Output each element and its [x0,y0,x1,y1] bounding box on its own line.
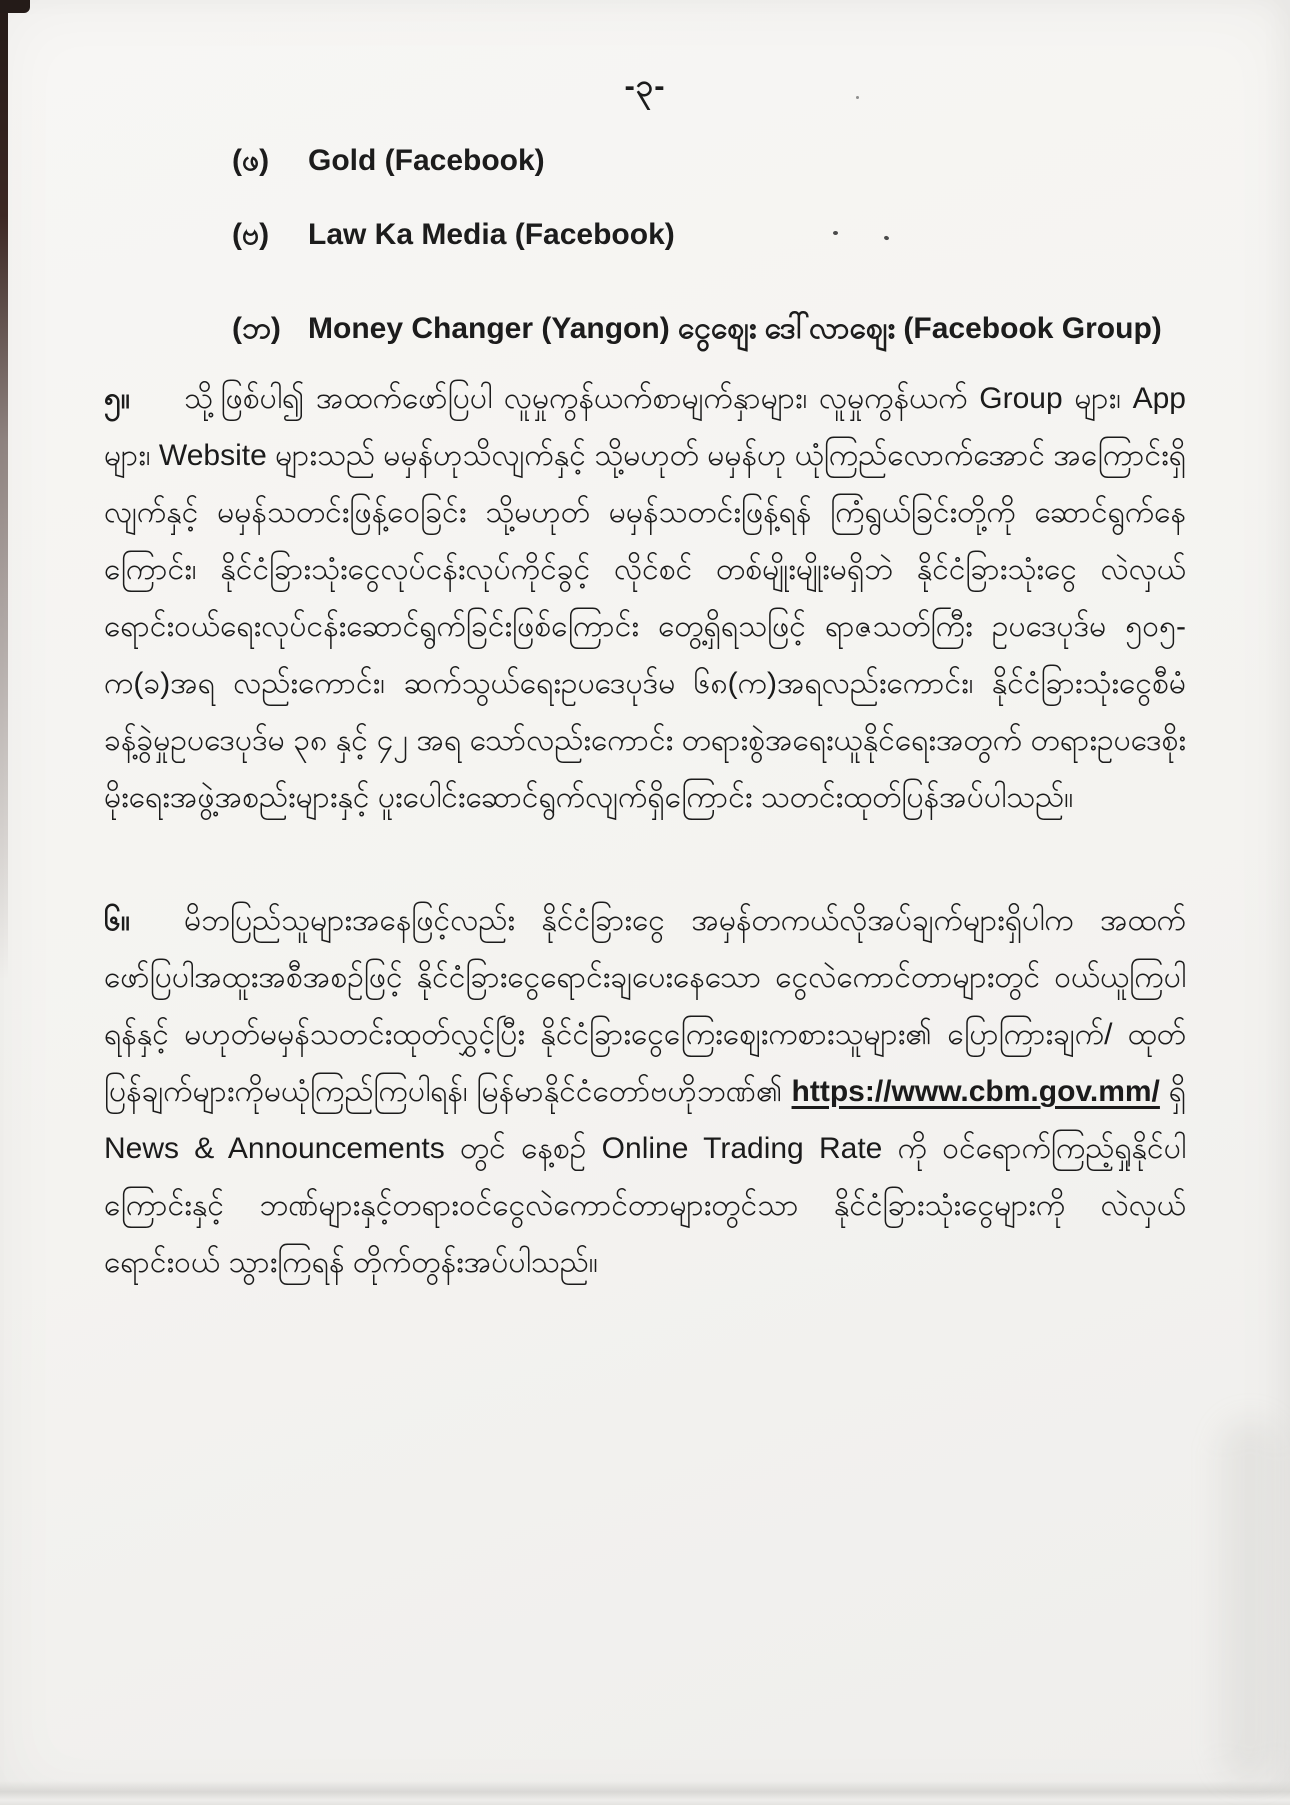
list-item-marker: (ဘ) [232,312,281,345]
list-item [104,308,1190,353]
scan-edge-left [0,0,8,980]
paragraph-6 [104,892,1186,1291]
list-item-label: Gold (Facebook) [308,144,545,177]
paragraph-number: ၅။ [104,382,130,415]
page-number: -၃- [624,68,666,103]
list-item [104,214,1190,259]
scan-edge-top-left-corner [0,0,30,13]
list-item-marker: (ဗ) [232,218,270,251]
cbm-url-link[interactable]: https://www.cbm.gov.mm/ [791,1075,1160,1108]
list-item-marker: (ဖ) [232,144,270,177]
paragraph-number: ၆။ [104,904,130,937]
paragraph-text: ရှိ News & Announcements တွင် နေ့စဉ် Online Trading Rate ကို ဝင်ရောက်ကြည့်ရှုနိုင်ပါကြောင်းနှင့် ဘဏ်များနှင့်တရားဝင်ငွေလဲကောင်တာများတွင်သာ နိုင်ငံခြားသုံးငွေများကို လဲလှယ်ရောင်းဝယ် သွားကြရန် တိုက်တွန်းအပ်ပါသည်။ [104,1075,1186,1279]
paragraph-text: မိဘပြည်သူများအနေဖြင့်လည်း နိုင်ငံခြားငွေ အမှန်တကယ်လိုအပ်ချက်များရှိပါက အထက် ဖော်ပြပါအထူးအစီအစဉ်ဖြင့် နိုင်ငံခြားငွေရောင်းချပေးနေသော ငွေလဲကောင်တာများတွင် ဝယ်ယူကြပါရန်နှင့် မဟုတ်မမှန်သတင်းထုတ်လွှင့်ပြီး နိုင်ငံခြားငွေကြေးစျေးကစားသူများ၏ ပြောကြားချက်/ ထုတ်ပြန်ချက်များကိုမယုံကြည်ကြပါရန်၊ မြန်မာနိုင်ငံတော်ဗဟိုဘဏ်၏ [104,904,1186,1108]
list-item-label: Law Ka Media (Facebook) [308,218,675,251]
scan-edge-bottom [0,1781,1290,1805]
scan-shadow-right [1220,1420,1280,1780]
paragraph-text: သို့ဖြစ်ပါ၍ အထက်ဖော်ပြပါ လူမှုကွန်ယက်စာမျက်နှာများ၊ လူမှုကွန်ယက် Group များ၊ App များ၊ Website များသည် မမှန်ဟုသိလျက်နှင့် သို့မဟုတ် မမှန်ဟု ယုံကြည်လောက်အောင် အကြောင်းရှိလျက်နှင့် မမှန်သတင်းဖြန့်ဝေခြင်း သို့မဟုတ် မမှန်သတင်းဖြန့်ရန် ကြံရွယ်ခြင်းတို့ကို ဆောင်ရွက်နေကြောင်း၊ နိုင်ငံခြားသုံးငွေလုပ်ငန်းလုပ်ကိုင်ခွင့် လိုင်စင် တစ်မျိုးမျိုးမရှိဘဲ နိုင်ငံခြားသုံးငွေ လဲလှယ်ရောင်းဝယ်ရေးလုပ်ငန်းဆောင်ရွက်ခြင်းဖြစ်ကြောင်း တွေ့ရှိရသဖြင့် ရာဇသတ်ကြီး ဥပဒေပုဒ်မ ၅၀၅-က(ခ)အရ လည်းကောင်း၊ ဆက်သွယ်ရေးဥပဒေပုဒ်မ ၆၈(က)အရလည်းကောင်း၊ နိုင်ငံခြားသုံးငွေစီမံခန့်ခွဲမှုဥပဒေပုဒ်မ ၃၈ နှင့် ၄၂ အရ သော်လည်းကောင်း တရားစွဲအရေးယူနိုင်ရေးအတွက် တရားဥပဒေစိုးမိုးရေးအဖွဲ့အစည်းများနှင့် ပူးပေါင်းဆောင်ရွက်လျက်ရှိကြောင်း သတင်းထုတ်ပြန်အပ်ပါသည်။ [104,382,1186,814]
list-item [104,140,1190,185]
paragraph-5 [104,370,1186,826]
list-item-label: Money Changer (Yangon) ငွေစျေး ဒေါ်လာစျေး (Facebook Group) [308,312,1162,345]
